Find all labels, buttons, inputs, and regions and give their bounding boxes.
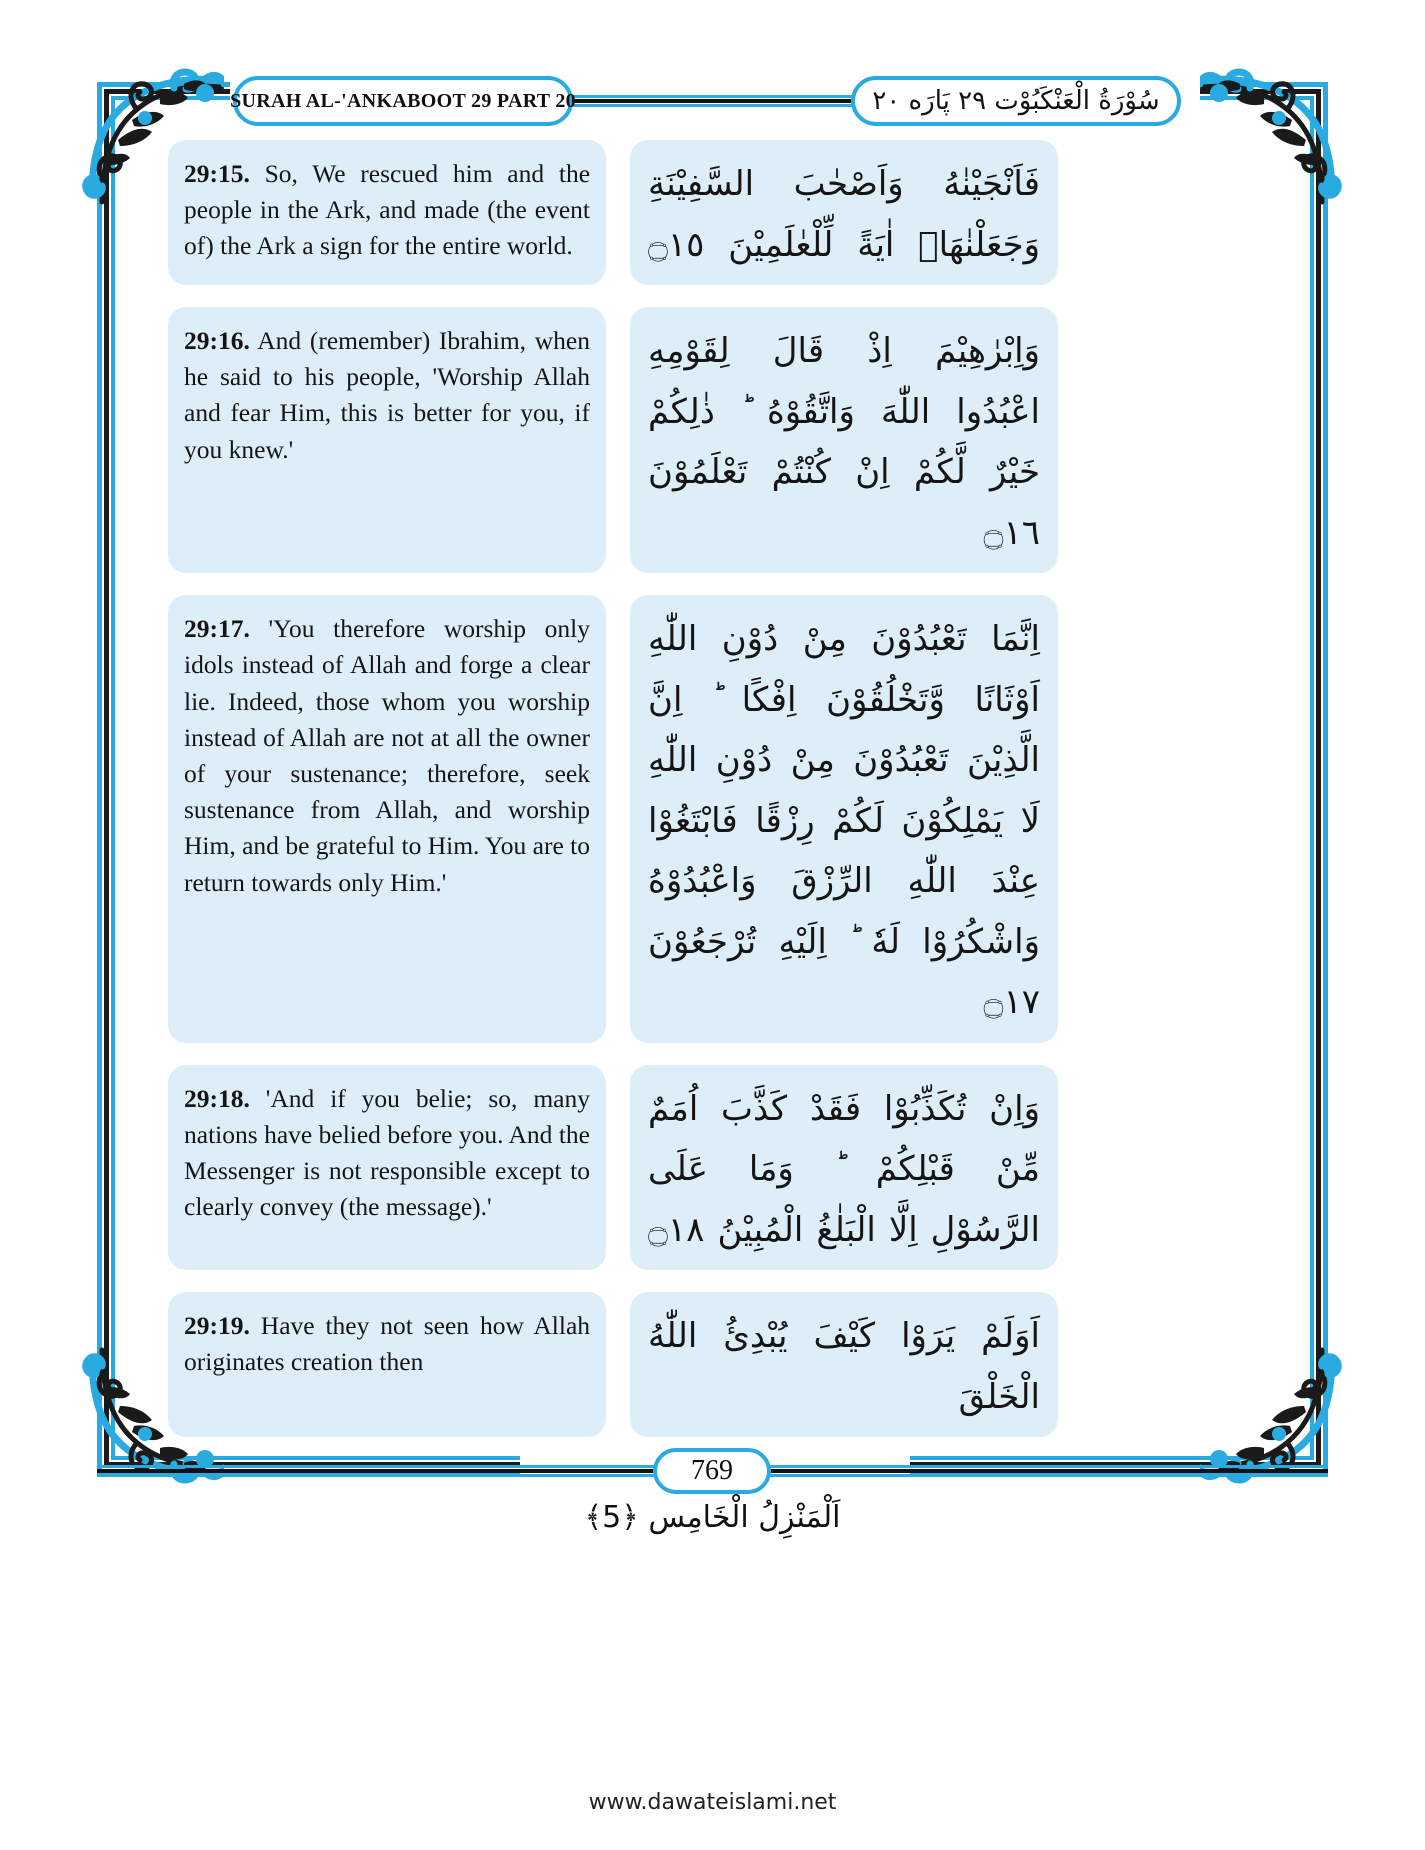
verse-arabic-cell [630,1292,1058,1437]
page-number: 769 [691,1455,733,1486]
verse-english-text [184,156,590,265]
verse-english-text [184,1081,590,1226]
verse-arabic-cell [630,1065,1058,1271]
verse-row [168,140,1258,285]
verse-english-cell [168,307,606,573]
verse-english-body: And (remember) Ibrahim, when he said to his people, 'Worship Allah and fear Him, this is better for you, if you knew.' [184,326,590,464]
surah-title-arabic-pill [851,76,1181,126]
verse-arabic-text: وَاِنْ تُكَذِّبُوْا فَقَدْ كَذَّبَ اُمَمٌ مِّنْ قَبْلِكُمْ ؕ وَمَا عَلَى الرَّسُوْلِ اِلَّا الْبَلٰغُ الْمُبِيْنُ ۝١٨ [648,1088,1040,1250]
verse-arabic-text: فَاَنْجَيْنٰهُ وَاَصْحٰبَ السَّفِيْنَةِ وَجَعَلْنٰهَاۤ اٰيَةً لِّلْعٰلَمِيْنَ ۝١٥ [648,164,1040,265]
verse-number: 29:15. [184,159,250,188]
verse-english-text [184,323,590,468]
verse-arabic-cell [630,140,1058,285]
verse-number: 29:19. [184,1311,250,1341]
surah-title-english-pill [230,76,576,126]
verse-arabic-cell [630,595,1058,1043]
manzil-label: اَلْمَنْزِلُ الْخَامِس ﴿5﴾ [584,1500,841,1535]
verse-number: 29:18. [184,1083,250,1113]
verse-english-body: 'And if you belie; so, many nations have belied before you. And the Messenger is not responsible except to clearly convey (the message).' [184,1083,590,1222]
verse-english-cell [168,1292,606,1437]
page-number-pill [653,1448,771,1494]
footer-rule-right [767,1465,1328,1477]
verse-number: 29:16. [184,326,250,356]
surah-title-english: SURAH AL-'ANKABOOT 29 PART 20 [230,89,576,112]
verse-row [168,595,1258,1043]
header-connector-rule [567,95,859,107]
verse-arabic-cell [630,307,1058,573]
verse-row [168,307,1258,573]
verse-row [168,1065,1258,1271]
surah-title-arabic: سُوْرَةُ الْعَنْكَبُوْت ٢٩ پَارَه ٢٠ [872,86,1160,116]
verse-english-text [184,611,590,901]
verse-number: 29:17. [184,614,250,644]
website-url: www.dawateislami.net [588,1790,837,1815]
verse-list [168,140,1258,1459]
verse-arabic-text: اِنَّمَا تَعْبُدُوْنَ مِنْ دُوْنِ اللّٰهِ اَوْثَانًا وَّتَخْلُقُوْنَ اِفْكًا ؕ اِنَّ الَّذِيْنَ تَعْبُدُوْنَ مِنْ دُوْنِ اللّٰهِ لَا يَمْلِكُوْنَ لَكُمْ رِزْقًا فَابْتَغُوْا عِنْدَ اللّٰهِ الرِّزْقَ وَاعْبُدُوْهُ وَاشْكُرُوْا لَهٗ ؕ اِلَيْهِ تُرْجَعُوْنَ ۝١٧ [648,619,1040,1023]
page-footer [97,1448,1328,1498]
verse-row [168,1292,1258,1437]
verse-english-body: So, We rescued him and the people in the Ark, and made (the event of) the Ark a sign for the entire world. [184,159,591,261]
verse-arabic-text: وَاِبْرٰهِيْمَ اِذْ قَالَ لِقَوْمِهِ اعْبُدُوا اللّٰهَ وَاتَّقُوْهُ ؕ ذٰلِكُمْ خَيْرٌ لَّكُمْ اِنْ كُنْتُمْ تَعْلَمُوْنَ ۝١٦ [648,331,1040,553]
verse-english-cell [168,1065,606,1271]
page-header [97,74,1328,130]
verse-english-body: Have they not seen how Allah originates creation then [184,1311,591,1377]
verse-english-cell [168,140,606,285]
verse-english-text [184,1308,590,1380]
verse-english-body: 'You therefore worship only idols instead of Allah and forge a clear lie. Indeed, those whom you worship instead of Allah are not at all the owner of your sustenance; therefore, seek sustenance from Allah, and worship Him, and be grateful to Him. You are to return towards only Him.' [184,614,590,897]
footer-rule-left [97,1465,657,1477]
verse-english-cell [168,595,606,1043]
verse-arabic-text: اَوَلَمْ يَرَوْا كَيْفَ يُبْدِئُ اللّٰهُ الْخَلْقَ [648,1316,1040,1417]
